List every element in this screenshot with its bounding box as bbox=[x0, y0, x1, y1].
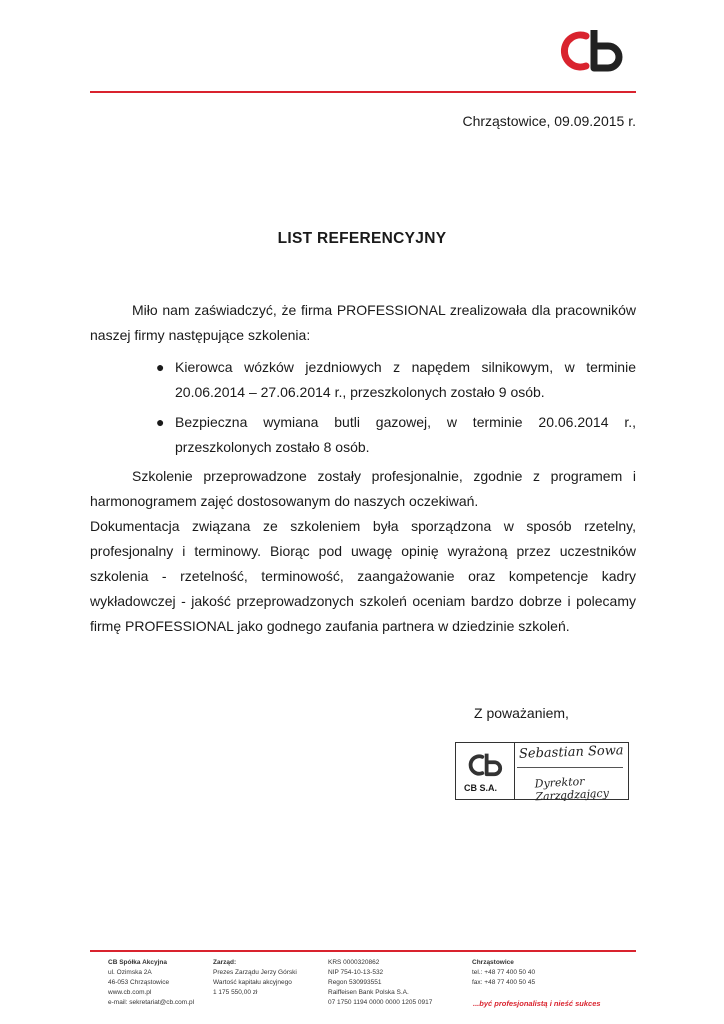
footer-company-name: CB Spółka Akcyjna bbox=[108, 959, 168, 966]
footer-rule bbox=[90, 950, 636, 952]
bullet-icon: ● bbox=[156, 414, 165, 430]
footer-president: Prezes Zarządu Jerzy Górski bbox=[213, 969, 297, 976]
signer-name: Sebastian Sowa bbox=[518, 743, 624, 762]
cb-logo-icon bbox=[556, 26, 626, 76]
letter-title: LIST REFERENCYJNY bbox=[277, 230, 447, 247]
footer-company-info bbox=[108, 958, 194, 1008]
documentation-paragraph: Dokumentacja związana ze szkoleniem była sporządzona w sposób rzetelny, profesjonalny i terminowy. Biorąc pod uwagę opinię wyrażoną przez uczestników szkolenia - rzetelność, terminowość, zaangażowanie oraz kompetencje kadry wykładowczej - jakość przeprowadzonych szkoleń oceniam bardzo dobrze i polecamy firmę PROFESSIONAL jako godnego zaufania partnera w dziedzinie szkoleń. bbox=[90, 518, 636, 634]
stamp-logo-box bbox=[455, 742, 515, 800]
footer-regon: Regon 530993551 bbox=[328, 979, 382, 986]
company-stamp bbox=[455, 742, 630, 804]
footer-fax: fax: +48 77 400 50 45 bbox=[472, 979, 536, 986]
bullet-icon: ● bbox=[156, 359, 165, 375]
footer-board-info bbox=[213, 958, 297, 998]
intro-paragraph: Miło nam zaświadczyć, że firma PROFESSIONAL zrealizowała dla pracowników naszej firmy następujące szkolenia: bbox=[90, 302, 636, 343]
header-rule bbox=[90, 91, 636, 93]
footer-krs: KRS 0000320862 bbox=[328, 959, 380, 966]
stamp-signature-box bbox=[513, 742, 629, 804]
stamp-company-name: CB S.A. bbox=[464, 783, 498, 793]
footer-contact-info bbox=[472, 958, 535, 988]
letter-date: Chrząstowice, 09.09.2015 r. bbox=[462, 113, 636, 129]
footer-bank: Raiffeisen Bank Polska S.A. bbox=[328, 989, 409, 996]
signer-title: Dyrektor Zarządzający bbox=[534, 774, 610, 804]
footer-email: e-mail: sekretariat@cb.com.pl bbox=[108, 999, 195, 1006]
cb-stamp-logo-icon bbox=[466, 751, 504, 779]
list-item bbox=[90, 410, 636, 460]
signature-line bbox=[517, 767, 623, 768]
training-list bbox=[90, 355, 636, 465]
footer-website: www.cb.com.pl bbox=[108, 989, 152, 996]
footer-capital-value: 1 175 550,00 zł bbox=[213, 989, 258, 996]
footer-nip: NIP 754-10-13-532 bbox=[328, 969, 384, 976]
list-item bbox=[90, 355, 636, 405]
footer-board-heading: Zarząd: bbox=[213, 959, 237, 966]
training-text: Kierowca wózków jezdniowych z napędem silnikowym, w terminie 20.06.2014 – 27.06.2014 r., przeszkolonych zostało 9 osób. bbox=[175, 359, 636, 400]
footer-phone: tel.: +48 77 400 50 40 bbox=[472, 969, 536, 976]
closing-regards: Z poważaniem, bbox=[474, 705, 569, 721]
footer-city: Chrząstowice bbox=[472, 959, 514, 966]
footer-postcode: 46-053 Chrząstowice bbox=[108, 979, 170, 986]
footer-address: ul. Ozimska 2A bbox=[108, 969, 152, 976]
footer-account: 07 1750 1194 0000 0000 1205 0917 bbox=[328, 999, 433, 1006]
training-paragraph: Szkolenie przeprowadzone zostały profesjonalnie, zgodnie z programem i harmonogramem zajęć dostosowanym do naszych oczekiwań. bbox=[90, 468, 636, 509]
footer-registration-info bbox=[328, 958, 432, 1008]
footer-capital-label: Wartość kapitału akcyjnego bbox=[213, 979, 292, 986]
training-text: Bezpieczna wymiana butli gazowej, w terminie 20.06.2014 r., przeszkolonych zostało 8 osób. bbox=[175, 414, 636, 455]
footer-slogan: ...być profesjonalistą i nieść sukces bbox=[473, 999, 601, 1008]
